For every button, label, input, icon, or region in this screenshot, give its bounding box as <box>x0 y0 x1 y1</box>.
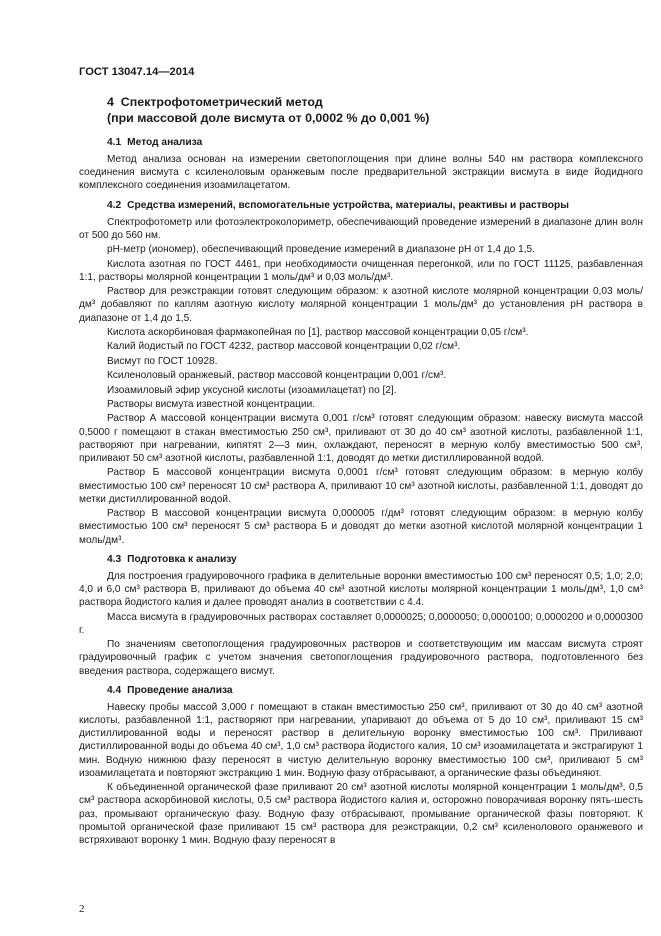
paragraph: По значениям светопоглощения градуировочных растворов и соответствующим им массам висмута строят градуировочный график с учетом значения светопоглощения градуировочного раствора, подготовленного без введения раствора, содержащего висмут. <box>79 639 643 677</box>
subsection-heading-4-4 <box>79 684 643 697</box>
paragraph: Изоамиловый эфир уксусной кислоты (изоамилацетат) по [2]. <box>107 384 397 396</box>
subsection-number: 4.1 <box>107 137 122 148</box>
paragraph: Кислота азотная по ГОСТ 4461, при необходимости очищенная перегонкой, или по ГОСТ 11125, разбавленная 1:1, растворы молярной концентрации 1 моль/дм³ и 0,03 моль/дм³. <box>79 258 643 283</box>
subsection-number: 4.4 <box>107 684 122 696</box>
paragraph: Кислота аскорбиновая фармакопейная по [1], раствор массовой концентрации 0,05 г/см³. <box>107 326 529 338</box>
subsection-title: Подготовка к анализу <box>127 553 237 565</box>
paragraph: Раствор А массовой концентрации висмута 0,001 г/см³ готовят следующим образом: навеску висмута массой 0,5000 г помещают в стакан вместимостью 250 см³, приливают от 30 до 40 см³ азотной кислоты, разбавленной 1:1, растворяют при нагревании, кипятят 2—3 мин, охлаждают, переносят в мерную колбу вместимостью 500 см³, приливают 50 см³ азотной кислоты, разбавленной 1:1, доводят до метки дистиллированной водой. <box>79 413 643 464</box>
subsection-title: Проведение анализа <box>127 684 233 696</box>
paragraph: Спектрофотометр или фотоэлектроколориметр, обеспечивающий проведение измерений в диапазоне длин волн от 500 до 560 нм. <box>79 216 643 241</box>
paragraph: Висмут по ГОСТ 10928. <box>107 355 218 367</box>
paragraph: Растворы висмута известной концентрации. <box>107 398 316 410</box>
section-title <box>79 94 643 126</box>
paragraph: К объединенной органической фазе приливают 20 см³ азотной кислоты молярной концентрации 1 моль/дм³, 0,5 см³ раствора аскорбиновой кислоты, 0,5 см³ раствора йодистого калия и, осторожно поворачивая воронку пять-шесть раз, промывают органическую фазу. Водную фазу отбрасывают, промывание органической фазы повторяют. К промытой органической фазе приливают 15 см³ раствора для реэкстракции, 0,2 см³ ксиленолового оранжевого и встряхивают воронку 1 мин. Водную фазу переносят в <box>79 782 643 846</box>
subsection-title: Метод анализа <box>127 137 203 148</box>
subsection-number: 4.3 <box>107 553 122 565</box>
paragraph: Раствор Б массовой концентрации висмута 0,0001 г/см³ готовят следующим образом: в мерную колбу вместимостью 100 см³ переносят 10 см³ раствора А, приливают 10 см³ азотной кислоты, разбавленной 1:1, доводят до метки дистиллированной водой. <box>79 467 643 505</box>
section-number: 4 <box>107 95 114 109</box>
paragraph: Метод анализа основан на измерении светопоглощения при длине волны 540 нм раствора комплексного соединения висмута с ксиленоловым оранжевым после предварительной экстракции висмута в виде йодидного комплексного соединения изоамилацетатом. <box>79 154 643 192</box>
paragraph: pH-метр (иономер), обеспечивающий проведение измерений в диапазоне pH от 1,4 до 1,5. <box>107 244 535 256</box>
paragraph: Ксиленоловый оранжевый, раствор массовой концентрации 0,001 г/см³. <box>107 370 447 382</box>
standard-code-header: ГОСТ 13047.14—2014 <box>79 66 195 78</box>
subsection-number: 4.2 <box>107 199 122 211</box>
subsection-title: Средства измерений, вспомогательные устройства, материалы, реактивы и растворы <box>127 199 569 211</box>
page-content <box>79 94 643 848</box>
subsection-heading-4-1 <box>79 136 643 149</box>
paragraph: Навеску пробы массой 3,000 г помещают в стакан вместимостью 250 см³, приливают от 30 до 40 см³ азотной кислоты, разбавленной 1:1, растворяют при нагревании, упаривают до объема от 5 до 10 см³, приливают 15 см³ дистиллированной воды и переносят раствор в делительную воронку вместимостью 100 см³. Приливают дистиллированной воды до объема 40 см³, 1,0 см³ раствора йодистого калия, 10 см³ изоамилацетата и экстрагируют 1 мин. Водную нижнюю фазу переносят в чистую делительную воронку вместимостью 100 см³, приливают 5 см³ изоамилацетата и повторяют экстракцию 1 мин. Водную фазу отбрасывают, а органические фазы объединяют. <box>79 701 643 779</box>
subsection-heading-4-2 <box>79 199 643 212</box>
paragraph: Раствор В массовой концентрации висмута 0,000005 г/дм³ готовят следующим образом: в мерную колбу вместимостью 100 см³ переносят 5 см³ раствора Б и доводят до метки азотной кислотой молярной концентрации 1 моль/дм³. <box>79 508 643 546</box>
paragraph: Для построения градуировочного графика в делительные воронки вместимостью 100 см³ переносят 0,5; 1,0; 2,0; 4,0 и 6,0 см³ раствора В, приливают до объема 40 см³ азотной кислоты молярной концентрации 1 моль/дм³, 1,0 см³ раствора йодистого калия и далее проводят анализ в соответствии с 4.4. <box>79 570 643 609</box>
section-title-line1: Спектрофотометрический метод <box>120 95 323 109</box>
paragraph: Калий йодистый по ГОСТ 4232, раствор массовой концентрации 0,02 г/см³. <box>107 341 461 353</box>
paragraph: Масса висмута в градуировочных растворах составляет 0,0000025; 0,0000050; 0,0000100; 0,0000200 и 0,0000300 г. <box>79 611 643 636</box>
subsection-heading-4-3 <box>79 553 643 566</box>
page-number: 2 <box>79 903 85 915</box>
section-title-line2: (при массовой доле висмута от 0,0002 % до 0,001 %) <box>107 111 430 125</box>
paragraph: Раствор для реэкстракции готовят следующим образом: к азотной кислоте молярной концентрации 0,03 моль/дм³ добавляют по каплям азотную кислоту молярной концентрации 1 моль/дм³ до установления pH раствора в диапазоне от 1,4 до 1,5. <box>79 286 643 324</box>
